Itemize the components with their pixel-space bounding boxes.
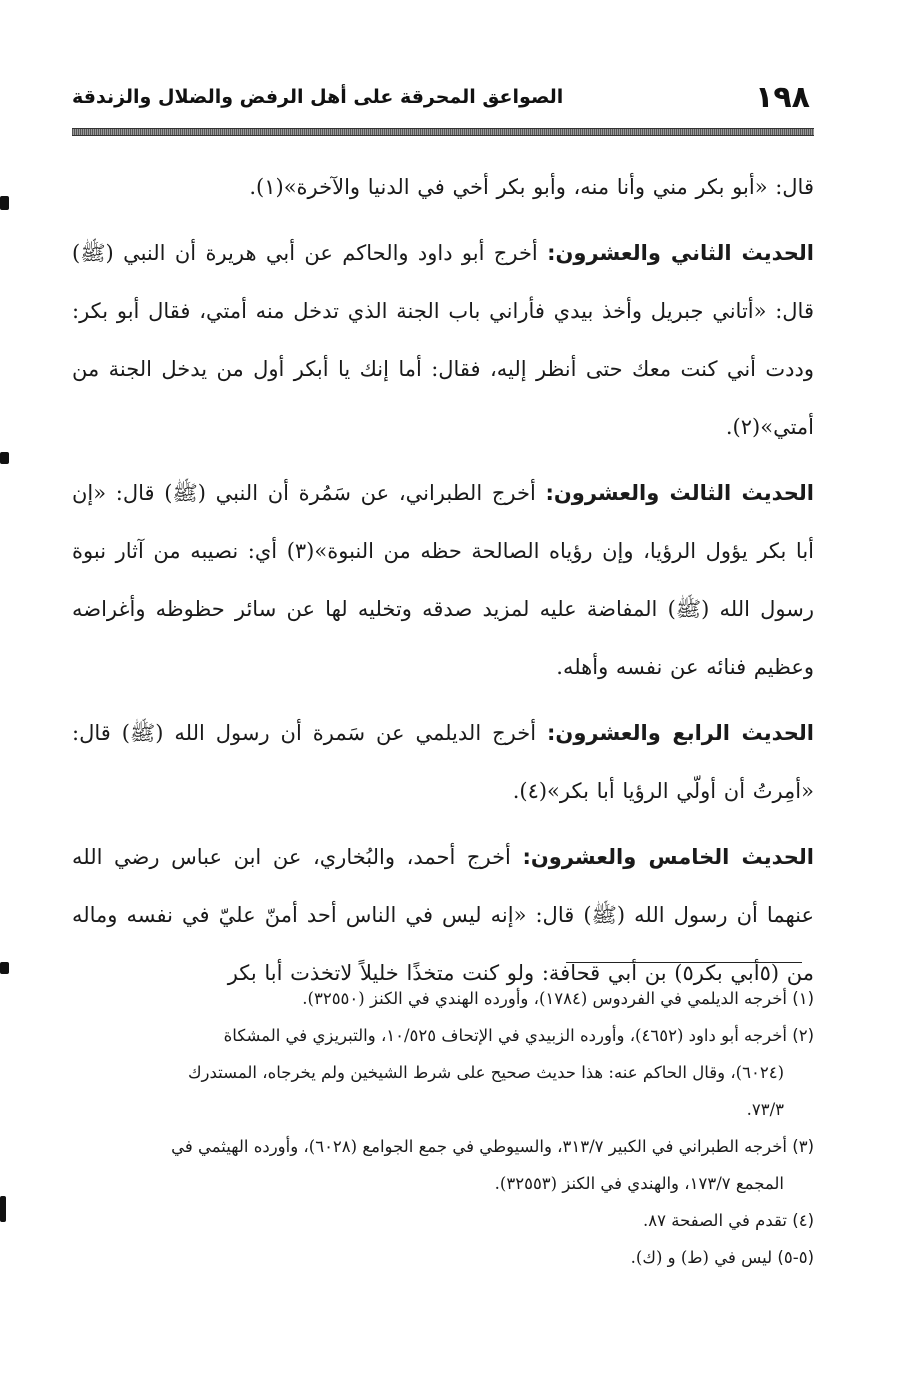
scan-mark xyxy=(0,1196,6,1222)
paragraph-2 xyxy=(72,224,814,456)
page-number: ١٩٨ xyxy=(755,80,810,115)
paragraph-text: أخرج أحمد، والبُخاري، عن ابن عباس رضي الله عنهما أن رسول الله (ﷺ) قال: «إنه ليس في الناس أحد أمنّ عليّ في نفسه وماله من (٥أبي بكر٥) بن أبي قحافة: ولو كنت متخذًا خليلاً لاتخذت أبا بكر xyxy=(72,845,814,985)
footnote-5 xyxy=(72,1239,814,1276)
footnote-number: (٢) xyxy=(792,1026,814,1045)
footnote-rule xyxy=(566,962,802,963)
footnote-text: أخرجه الطبراني في الكبير ٣١٣/٧، والسيوطي في جمع الجوامع (٦٠٢٨)، وأورده الهيثمي في xyxy=(171,1137,787,1156)
hadith-heading: الحديث الثاني والعشرون: xyxy=(547,241,814,265)
scan-mark xyxy=(0,196,9,210)
footnote-text: ٧٣/٣. xyxy=(746,1100,784,1119)
footnote-text: تقدم في الصفحة ٨٧. xyxy=(643,1211,787,1230)
footnote-number: (٤) xyxy=(792,1211,814,1230)
running-title: الصواعق المحرقة على أهل الرفض والضلال والزندقة xyxy=(72,86,564,108)
paragraph-3 xyxy=(72,464,814,696)
footnote-text: ليس في (ط) و (ك). xyxy=(630,1248,773,1267)
footnote-text: (٦٠٢٤)، وقال الحاكم عنه: هذا حديث صحيح على شرط الشيخين ولم يخرجاه، المستدرك xyxy=(187,1063,784,1082)
footnotes xyxy=(72,980,814,1276)
footnote-number: (١) xyxy=(792,989,814,1008)
hadith-heading: الحديث الخامس والعشرون: xyxy=(522,845,814,869)
scan-mark xyxy=(0,452,9,464)
page-header xyxy=(72,78,814,124)
main-text xyxy=(72,158,814,1010)
paragraph-1 xyxy=(72,158,814,216)
header-rule xyxy=(72,128,814,136)
footnote-number: (٣) xyxy=(792,1137,814,1156)
scan-mark xyxy=(0,962,9,974)
paragraph-text: أخرج الطبراني، عن سَمُرة أن النبي (ﷺ) قال: «إن أبا بكر يؤول الرؤيا، وإن رؤياه الصالحة حظه من النبوة»(٣) أي: نصيبه من آثار نبوة رسول الله (ﷺ) المفاضة عليه لمزيد صدقه وتخليه لها عن سائر حظوظه وأغراضه وعظيم فنائه عن نفسه وأهله. xyxy=(72,481,814,679)
paragraph-5 xyxy=(72,828,814,1002)
paragraph-text: قال: «أبو بكر مني وأنا منه، وأبو بكر أخي في الدنيا والآخرة»(١). xyxy=(249,175,814,199)
hadith-heading: الحديث الرابع والعشرون: xyxy=(547,721,814,745)
footnote-1 xyxy=(72,980,814,1017)
paragraph-text: أخرج الديلمي عن سَمرة أن رسول الله (ﷺ) قال: «أمِرتُ أن أولّي الرؤيا أبا بكر»(٤). xyxy=(72,721,814,803)
hadith-heading: الحديث الثالث والعشرون: xyxy=(545,481,814,505)
footnote-4 xyxy=(72,1202,814,1239)
footnote-text: المجمع ١٧٣/٧، والهندي في الكنز (٣٢٥٥٣). xyxy=(494,1174,784,1193)
footnote-text: أخرجه الديلمي في الفردوس (١٧٨٤)، وأورده الهندي في الكنز (٣٢٥٥٠). xyxy=(302,989,787,1008)
footnote-2 xyxy=(72,1017,814,1128)
footnote-number: (٥-٥) xyxy=(777,1248,814,1267)
paragraph-text: أخرج أبو داود والحاكم عن أبي هريرة أن النبي (ﷺ) قال: «أتاني جبريل وأخذ بيدي فأراني باب الجنة الذي تدخل منه أمتي، فقال أبو بكر: وددت أني كنت معك حتى أنظر إليه، فقال: أما إنك يا أبكر أول من يدخل الجنة من أمتي»(٢). xyxy=(72,241,814,439)
paragraph-4 xyxy=(72,704,814,820)
footnote-text: أخرجه أبو داود (٤٦٥٢)، وأورده الزبيدي في الإتحاف ١٠/٥٢٥، والتبريزي في المشكاة xyxy=(223,1026,787,1045)
footnote-3 xyxy=(72,1128,814,1202)
